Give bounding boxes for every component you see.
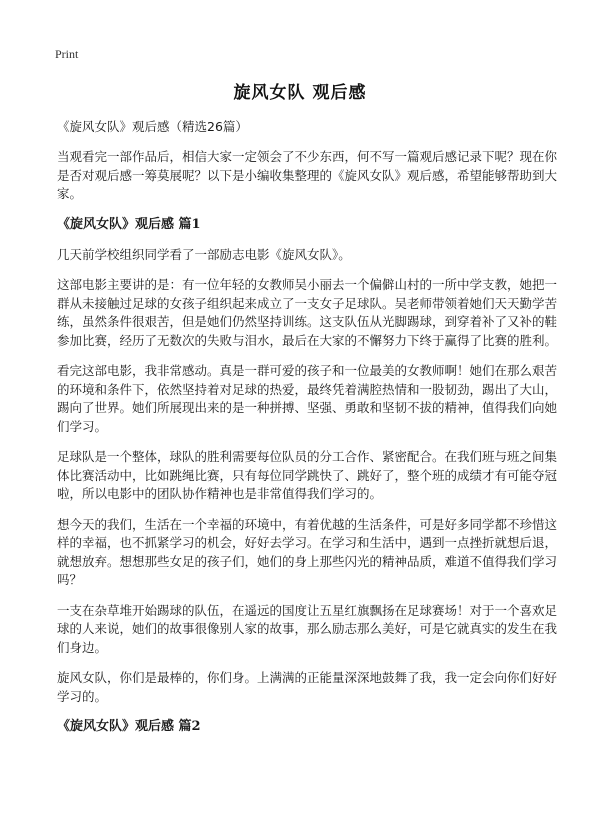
section-heading-1: 《旋风女队》观后感 篇1 bbox=[57, 216, 201, 232]
paragraph: 看完这部电影，我非常感动。真是一群可爱的孩子和一位最美的女教师啊！她们在那么艰苦的环境和条件下，依然坚持着对足球的热爱，最终凭着满腔热情和一股韧劲，踢出了大山，踢向了世界。她们所展现出来的是一种拼搏、坚强、勇敢和坚韧不拔的精神，值得我们向她们学习。 bbox=[57, 363, 558, 434]
article-subtitle: 《旋风女队》观后感（精选26篇） bbox=[57, 119, 248, 134]
paragraph: 足球队是一个整体，球队的胜利需要每位队员的分工合作、紧密配合。在我们班与班之间集体比赛活动中，比如跳绳比赛，只有每位同学跳快了、跳好了，整个班的成绩才有可能夺冠啦，所以电影中的团队协作精神也是非常值得我们学习的。 bbox=[57, 449, 558, 501]
paragraph: 一支在杂草堆开始踢球的队伍，在遥远的国度让五星红旗飘扬在足球赛场！对于一个喜欢足球的人来说，她们的故事很像别人家的故事，那么励志那么美好，可是它就真实的发生在我们身边。 bbox=[57, 602, 558, 655]
print-link[interactable]: Print bbox=[55, 47, 79, 61]
page-title: 旋风女队 观后感 bbox=[233, 83, 367, 103]
section-heading-2: 《旋风女队》观后感 篇2 bbox=[57, 719, 201, 734]
paragraph: 这部电影主要讲的是：有一位年轻的女教师吴小丽去一个偏僻山村的一所中学支教，她把一群从未接触过足球的女孩子组织起来成立了一支女子足球队。吴老师带领着她们天天勤学苦练，虽然条件很艰苦，但是她们仍然坚持训练。这支队伍从光脚踢球，到穿着补了又补的鞋参加比赛，经历了无数次的失败与泪水，最后在大家的不懈努力下终于赢得了比赛的胜利。 bbox=[57, 277, 558, 348]
article-body bbox=[57, 118, 557, 748]
paragraph: 几天前学校组织同学看了一部励志电影《旋风女队》。 bbox=[57, 246, 351, 262]
paragraph: 想今天的我们，生活在一个幸福的环境中，有着优越的生活条件，可是好多同学都不珍惜这样的幸福，也不抓紧学习的机会，好好去学习。在学习和生活中，遇到一点挫折就想后退，就想放弃。想想那些女足的孩子们，她们的身上那些闪光的精神品质，难道不值得我们学习吗？ bbox=[57, 516, 558, 587]
paragraph: 旋风女队，你们是最棒的，你们身。上满满的正能量深深地鼓舞了我，我一定会向你们好好学习的。 bbox=[57, 670, 558, 704]
intro-paragraph: 当观看完一部作品后，相信大家一定领会了不少东西，何不写一篇观后感记录下呢？现在你是否对观后感一筹莫展呢？以下是小编收集整理的《旋风女队》观后感，希望能够帮助到大家。 bbox=[57, 149, 558, 201]
